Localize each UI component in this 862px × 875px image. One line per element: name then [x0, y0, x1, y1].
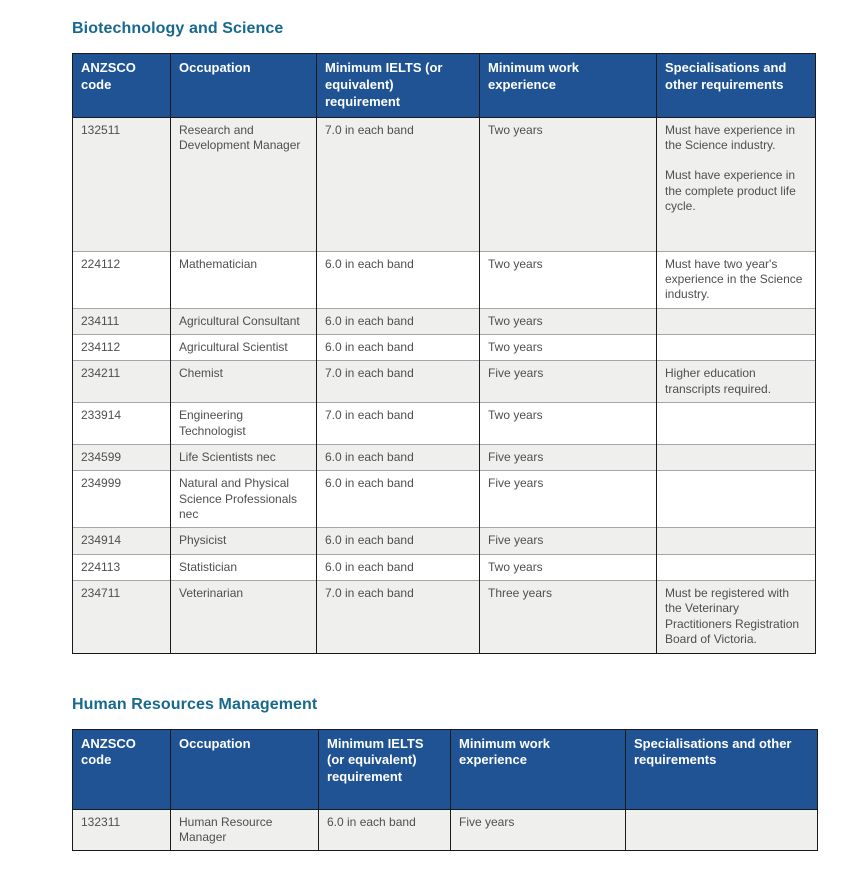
occupation-cell: Engineering Technologist	[171, 403, 317, 445]
ielts-requirement-cell: 6.0 in each band	[317, 308, 480, 334]
ielts-requirement-cell: 6.0 in each band	[319, 809, 451, 851]
work-experience-cell: Two years	[480, 308, 657, 334]
work-experience-cell: Two years	[480, 403, 657, 445]
table-row	[73, 444, 816, 470]
ielts-requirement-cell: 6.0 in each band	[317, 444, 480, 470]
occupation-cell: Agricultural Scientist	[171, 335, 317, 361]
anzsco-code-cell: 234999	[73, 471, 171, 528]
table-row	[73, 117, 816, 251]
work-experience-cell: Two years	[480, 117, 657, 251]
table-header-row	[73, 729, 818, 809]
specialisations-cell	[657, 361, 816, 403]
ielts-requirement-cell: 6.0 in each band	[317, 251, 480, 308]
table-row	[73, 361, 816, 403]
occupation-cell: Human Resource Manager	[171, 809, 319, 851]
specialisation-text: Must have experience in the Science industry.	[665, 122, 796, 153]
work-experience-cell: Five years	[480, 361, 657, 403]
work-experience-cell: Two years	[480, 335, 657, 361]
anzsco-code-cell: 224113	[73, 554, 171, 580]
anzsco-code-cell: 234599	[73, 444, 171, 470]
table-row	[73, 308, 816, 334]
anzsco-code-cell: 132511	[73, 117, 171, 251]
table-row	[73, 403, 816, 445]
column-header: Occupation	[171, 54, 317, 118]
occupation-cell: Statistician	[171, 554, 317, 580]
work-experience-cell: Two years	[480, 554, 657, 580]
specialisation-text: Higher education transcripts required.	[665, 366, 772, 396]
specialisations-cell	[657, 117, 816, 251]
anzsco-code-cell: 132311	[73, 809, 171, 851]
ielts-requirement-cell: 6.0 in each band	[317, 335, 480, 361]
occupation-cell: Natural and Physical Science Professionals nec	[171, 471, 317, 528]
occupations-table	[72, 53, 816, 654]
specialisation-text: Must be registered with the Veterinary Practitioners Registration Board of Victoria.	[665, 586, 800, 647]
column-header: Minimum IELTS (or equivalent) requirement	[319, 729, 451, 809]
work-experience-cell: Five years	[480, 444, 657, 470]
anzsco-code-cell: 234112	[73, 335, 171, 361]
occupations-table	[72, 729, 818, 852]
column-header: ANZSCO code	[73, 54, 171, 118]
specialisation-text: Must have two year's experience in the Science industry.	[665, 256, 803, 302]
specialisations-cell	[657, 251, 816, 308]
section-human-resources-management	[72, 696, 815, 852]
occupation-cell: Agricultural Consultant	[171, 308, 317, 334]
anzsco-code-cell: 234111	[73, 308, 171, 334]
specialisations-cell	[657, 554, 816, 580]
table-header-row	[73, 54, 816, 118]
work-experience-cell: Five years	[480, 528, 657, 554]
anzsco-code-cell: 234211	[73, 361, 171, 403]
specialisations-cell	[657, 308, 816, 334]
ielts-requirement-cell: 6.0 in each band	[317, 471, 480, 528]
occupation-cell: Life Scientists nec	[171, 444, 317, 470]
anzsco-code-cell: 233914	[73, 403, 171, 445]
ielts-requirement-cell: 7.0 in each band	[317, 403, 480, 445]
table-row	[73, 809, 818, 851]
ielts-requirement-cell: 7.0 in each band	[317, 361, 480, 403]
table-row	[73, 581, 816, 653]
occupation-cell: Veterinarian	[171, 581, 317, 653]
work-experience-cell: Three years	[480, 581, 657, 653]
occupation-cell: Mathematician	[171, 251, 317, 308]
section-title: Human Resources Management	[72, 695, 318, 713]
section-biotechnology-and-science	[72, 20, 815, 654]
specialisations-cell	[657, 403, 816, 445]
column-header: Specialisations and other requirements	[626, 729, 818, 809]
occupation-cell: Chemist	[171, 361, 317, 403]
column-header: ANZSCO code	[73, 729, 171, 809]
table-row	[73, 335, 816, 361]
column-header: Minimum work experience	[451, 729, 626, 809]
anzsco-code-cell: 224112	[73, 251, 171, 308]
column-header: Specialisations and other requirements	[657, 54, 816, 118]
ielts-requirement-cell: 6.0 in each band	[317, 528, 480, 554]
work-experience-cell: Five years	[451, 809, 626, 851]
occupation-cell: Physicist	[171, 528, 317, 554]
table-row	[73, 471, 816, 528]
specialisations-cell	[657, 528, 816, 554]
work-experience-cell: Five years	[480, 471, 657, 528]
specialisations-cell	[626, 809, 818, 851]
work-experience-cell: Two years	[480, 251, 657, 308]
specialisations-cell	[657, 471, 816, 528]
section-title: Biotechnology and Science	[72, 20, 284, 37]
occupation-cell: Research and Development Manager	[171, 117, 317, 251]
ielts-requirement-cell: 7.0 in each band	[317, 581, 480, 653]
specialisations-cell	[657, 444, 816, 470]
ielts-requirement-cell: 6.0 in each band	[317, 554, 480, 580]
specialisations-cell	[657, 581, 816, 653]
table-row	[73, 554, 816, 580]
ielts-requirement-cell: 7.0 in each band	[317, 117, 480, 251]
anzsco-code-cell: 234711	[73, 581, 171, 653]
table-row	[73, 251, 816, 308]
anzsco-code-cell: 234914	[73, 528, 171, 554]
column-header: Minimum work experience	[480, 54, 657, 118]
column-header: Occupation	[171, 729, 319, 809]
specialisations-cell	[657, 335, 816, 361]
column-header: Minimum IELTS (or equivalent) requirement	[317, 54, 480, 118]
specialisation-text: Must have experience in the complete product life cycle.	[665, 168, 796, 214]
table-row	[73, 528, 816, 554]
